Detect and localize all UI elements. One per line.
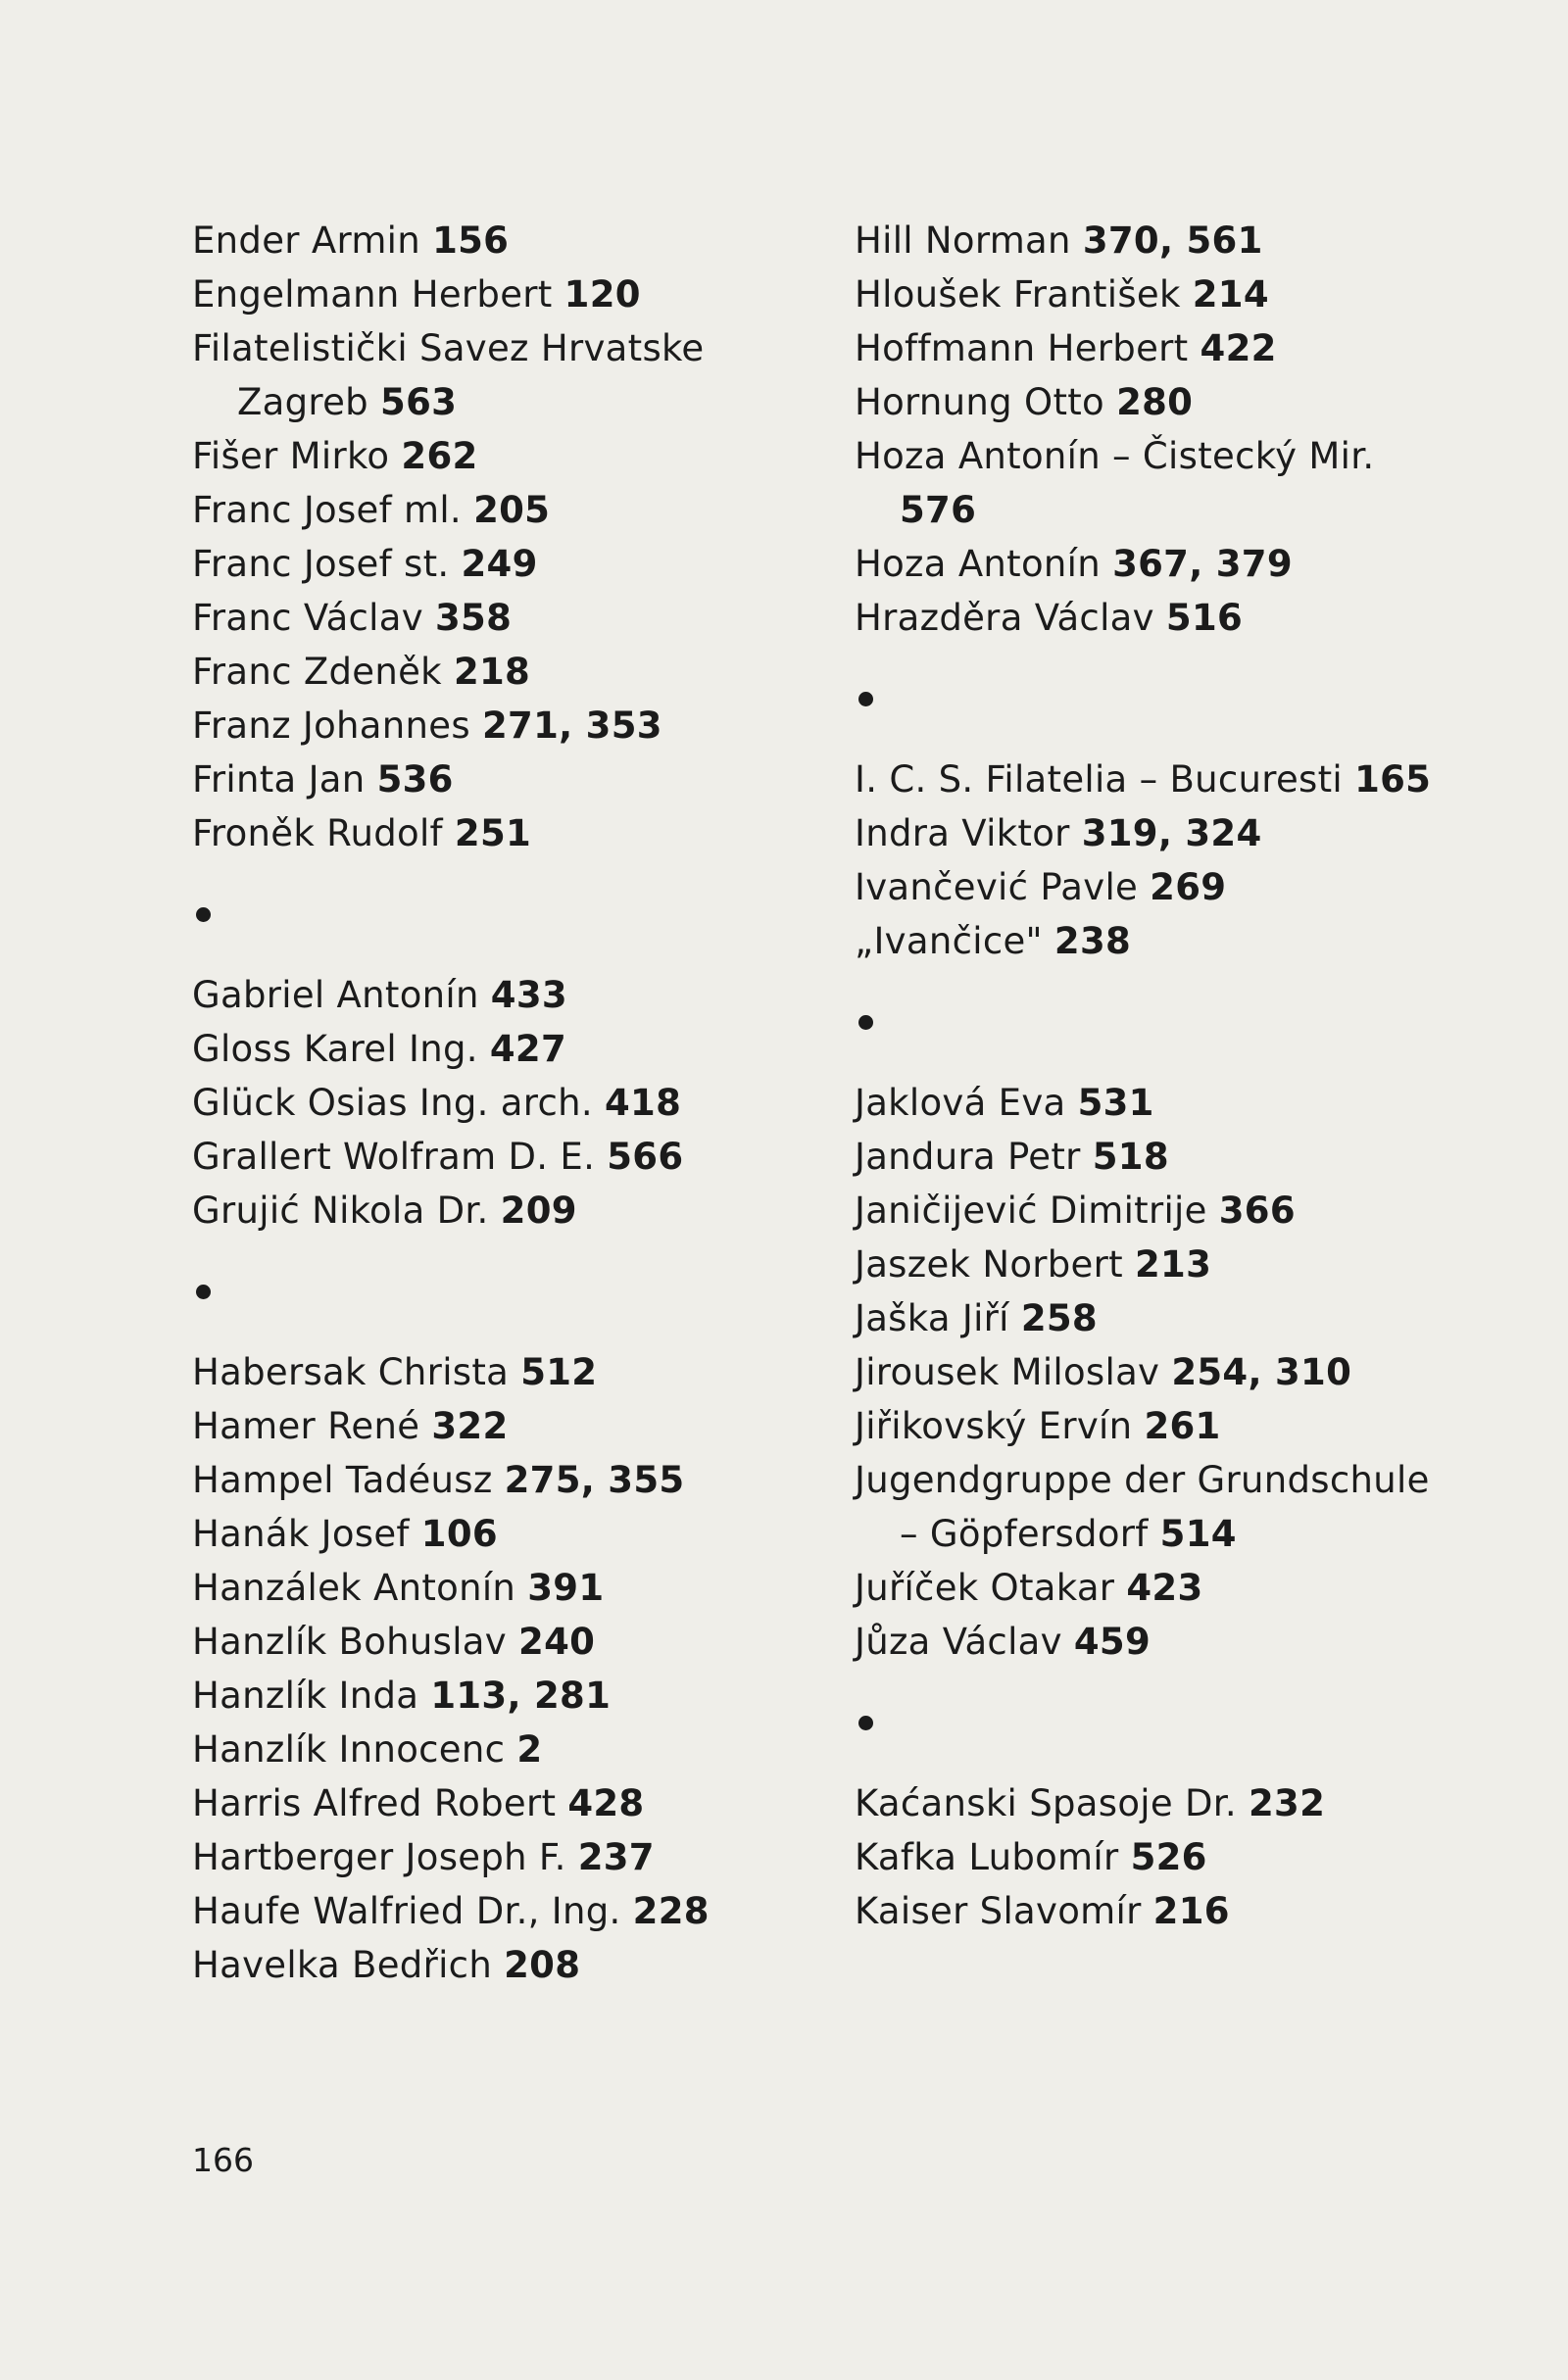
entry-page-numbers: 165 [1354,758,1432,801]
entry-page-numbers: 258 [1020,1297,1098,1339]
entry-page-numbers: 208 [504,1944,581,1986]
index-entry [855,1453,1501,1507]
entry-page-numbers: 275, 355 [504,1459,685,1501]
index-entry [855,1291,1501,1345]
entry-page-numbers: 366 [1218,1190,1296,1232]
entry-page-numbers: 418 [604,1082,682,1124]
entry-page-numbers: 428 [567,1782,645,1824]
entry-name: Kaćanski Spasoje Dr. [855,1782,1237,1824]
entry-page-numbers: 566 [607,1136,684,1178]
entry-page-numbers: 322 [431,1405,509,1447]
bullet-icon [858,1015,873,1030]
entry-page-numbers: 370, 561 [1082,219,1263,262]
entry-page-numbers: 271, 353 [482,704,662,747]
index-entry [855,914,1501,968]
entry-name: Hamer René [192,1405,420,1447]
entry-name: Frinta Jan [192,758,366,801]
index-entry [192,483,858,537]
index-entry [192,645,858,699]
entry-page-numbers: 205 [473,489,551,531]
entry-name: Engelmann Herbert [192,273,553,316]
entry-page-numbers: 120 [564,273,641,316]
entry-name: Hoza Antonín [855,543,1102,585]
entry-page-numbers: 280 [1116,381,1194,423]
entry-page-numbers: 216 [1152,1890,1230,1932]
entry-page-numbers: 526 [1130,1836,1207,1878]
entry-name: Jaklová Eva [855,1082,1066,1124]
entry-page-numbers: 262 [401,435,478,477]
entry-name: Hampel Tadéusz [192,1459,493,1501]
entry-name: Juříček Otakar [855,1567,1115,1609]
entry-name: Jaška Jiří [855,1297,1009,1339]
entry-name: Jaszek Norbert [855,1243,1123,1286]
entry-name: Hartberger Joseph F. [192,1836,566,1878]
entry-name: Fišer Mirko [192,435,390,477]
index-entry [192,591,858,645]
entry-name: Franz Johannes [192,704,470,747]
section-separator-bullet [855,968,1501,1076]
index-entry [192,214,858,267]
entry-name: Jugendgruppe der Grundschule [855,1459,1430,1501]
entry-name: Grujić Nikola Dr. [192,1190,489,1232]
entry-page-numbers: 214 [1192,273,1269,316]
index-entry [192,1669,858,1723]
entry-name: Zagreb [237,381,368,423]
index-entry [192,1345,858,1399]
entry-page-numbers: 240 [518,1621,596,1663]
entry-page-numbers: 228 [632,1890,710,1932]
index-entry [192,1561,858,1615]
entry-name: Hoza Antonín – Čistecký Mir. [855,435,1375,477]
entry-name: Ender Armin [192,219,420,262]
entry-name: Hanák Josef [192,1513,410,1555]
entry-name: Jirousek Miloslav [855,1351,1160,1393]
index-entry [855,1399,1501,1453]
index-entry [192,537,858,591]
entry-page-numbers: 251 [454,812,532,854]
section-separator-bullet [855,645,1501,753]
entry-name: Franc Josef st. [192,543,450,585]
section-separator-bullet [855,1669,1501,1776]
bullet-icon [196,1285,211,1299]
entry-page-numbers: 367, 379 [1112,543,1293,585]
entry-page-numbers: 249 [461,543,538,585]
entry-page-numbers: 391 [527,1567,605,1609]
entry-page-numbers: 422 [1200,327,1277,369]
index-entry [192,1615,858,1669]
index-entry [855,1184,1501,1238]
index-entry [855,1615,1501,1669]
index-entry [192,968,858,1022]
index-entry [192,321,858,375]
entry-name: Indra Viktor [855,812,1070,854]
index-entry [855,375,1501,429]
index-entry [192,1399,858,1453]
entry-name: Hrazděra Václav [855,597,1154,639]
entry-name: Habersak Christa [192,1351,510,1393]
entry-name: Ivančević Pavle [855,866,1139,908]
entry-page-numbers: 514 [1159,1513,1237,1555]
index-entry [855,860,1501,914]
index-entry [855,591,1501,645]
entry-page-numbers: 254, 310 [1171,1351,1352,1393]
section-separator-bullet [192,1238,858,1345]
entry-page-numbers: 218 [453,651,531,693]
index-entry [192,429,858,483]
index-entry [192,1184,858,1238]
entry-page-numbers: 156 [432,219,510,262]
index-entry [855,537,1501,591]
entry-name: Hloušek František [855,273,1181,316]
entry-name: Kaiser Slavomír [855,1890,1142,1932]
entry-name: Janičijević Dimitrije [855,1190,1207,1232]
index-entry [192,1776,858,1830]
entry-page-numbers: 319, 324 [1081,812,1262,854]
entry-page-numbers: 113, 281 [430,1675,612,1717]
index-entry [192,699,858,753]
entry-page-numbers: 518 [1092,1136,1169,1178]
page-number: 166 [192,2141,254,2179]
index-entry [855,214,1501,267]
index-entry [192,1130,858,1184]
entry-name: Gloss Karel Ing. [192,1028,478,1070]
entry-page-numbers: 512 [520,1351,598,1393]
bullet-icon [196,907,211,922]
entry-page-numbers: 213 [1135,1243,1212,1286]
index-entry [192,267,858,321]
index-entry [192,1884,858,1938]
entry-name: Hanzlík Innocenc [192,1728,506,1771]
entry-name: – Göpfersdorf [900,1513,1149,1555]
entry-page-numbers: 536 [376,758,454,801]
entry-name: Hornung Otto [855,381,1104,423]
entry-page-numbers: 238 [1054,920,1132,962]
bullet-icon [858,1716,873,1730]
index-entry [855,1561,1501,1615]
index-entry [855,429,1501,483]
entry-name: Kafka Lubomír [855,1836,1119,1878]
entry-name: I. C. S. Filatelia – Bucuresti [855,758,1344,801]
entry-name: „Ivančice" [855,920,1043,962]
entry-page-numbers: 261 [1144,1405,1221,1447]
entry-page-numbers: 576 [900,489,977,531]
entry-page-numbers: 209 [500,1190,577,1232]
index-entry [855,1238,1501,1291]
index-entry [855,483,1501,537]
index-entry [855,806,1501,860]
entry-page-numbers: 2 [516,1728,543,1771]
index-entry [855,753,1501,806]
entry-page-numbers: 423 [1126,1567,1203,1609]
index-entry [855,1507,1501,1561]
entry-name: Harris Alfred Robert [192,1782,557,1824]
index-entry [192,1938,858,1992]
index-column-right [855,214,1501,1938]
entry-name: Jandura Petr [855,1136,1081,1178]
entry-name: Gabriel Antonín [192,974,479,1016]
entry-page-numbers: 433 [490,974,567,1016]
bullet-icon [858,692,873,706]
entry-page-numbers: 269 [1150,866,1227,908]
index-entry [192,375,858,429]
entry-page-numbers: 237 [577,1836,655,1878]
index-entry [192,1022,858,1076]
entry-page-numbers: 459 [1073,1621,1152,1663]
index-entry [855,1776,1501,1830]
entry-name: Haufe Walfried Dr., Ing. [192,1890,621,1932]
index-column-left [192,214,858,1992]
entry-name: Hanzálek Antonín [192,1567,516,1609]
index-entry [192,1076,858,1130]
entry-name: Glück Osias Ing. arch. [192,1082,593,1124]
entry-name: Grallert Wolfram D. E. [192,1136,596,1178]
entry-page-numbers: 531 [1077,1082,1154,1124]
index-entry [855,1130,1501,1184]
entry-name: Hanzlík Inda [192,1675,419,1717]
index-entry [855,321,1501,375]
section-separator-bullet [192,860,858,968]
index-entry [855,1884,1501,1938]
entry-page-numbers: 516 [1165,597,1244,639]
index-entry [192,1723,858,1776]
entry-name: Franc Zdeněk [192,651,442,693]
entry-name: Hanzlík Bohuslav [192,1621,507,1663]
index-entry [192,806,858,860]
entry-name: Froněk Rudolf [192,812,443,854]
entry-name: Havelka Bedřich [192,1944,493,1986]
index-entry [192,1507,858,1561]
entry-page-numbers: 232 [1249,1782,1326,1824]
entry-name: Filatelistički Savez Hrvatske [192,327,705,369]
entry-page-numbers: 427 [489,1028,567,1070]
index-entry [855,1345,1501,1399]
entry-page-numbers: 106 [420,1513,498,1555]
index-entry [855,267,1501,321]
entry-page-numbers: 358 [435,597,513,639]
entry-page-numbers: 563 [380,381,458,423]
entry-name: Jůza Václav [855,1621,1062,1663]
entry-name: Jiřikovský Ervín [855,1405,1133,1447]
entry-name: Franc Václav [192,597,423,639]
index-entry [192,1830,858,1884]
index-entry [855,1830,1501,1884]
entry-name: Franc Josef ml. [192,489,462,531]
entry-name: Hoffmann Herbert [855,327,1189,369]
entry-name: Hill Norman [855,219,1071,262]
index-entry [192,1453,858,1507]
index-entry [192,753,858,806]
index-entry [855,1076,1501,1130]
